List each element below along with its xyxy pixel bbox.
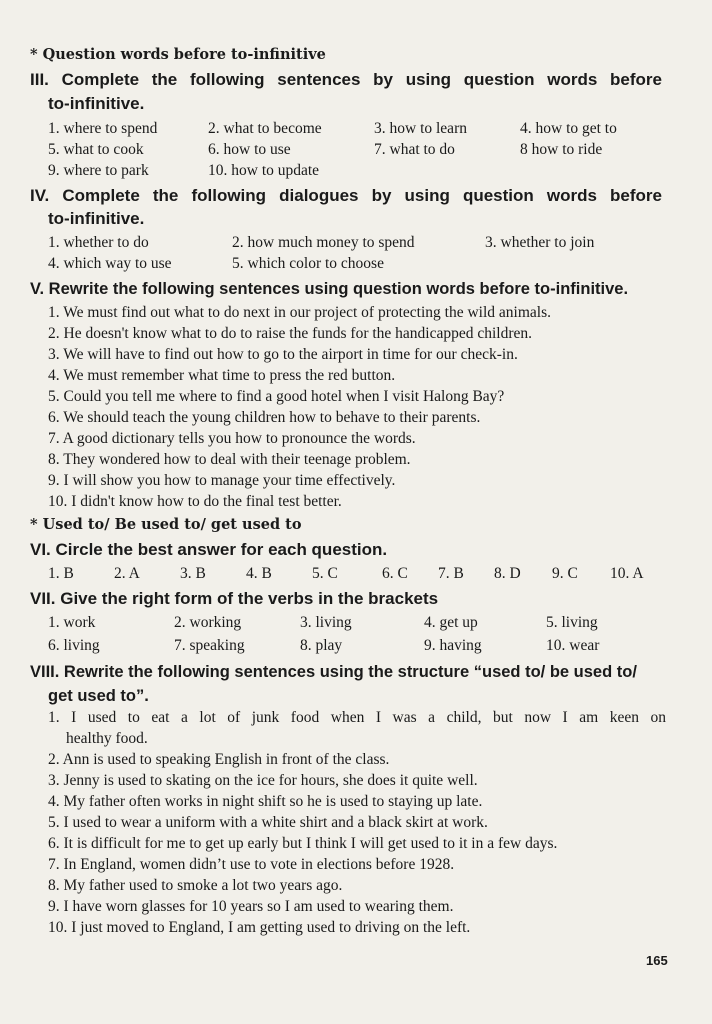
- answer: 2. A: [114, 565, 140, 582]
- answer: 3. B: [180, 565, 206, 582]
- exercise-3-title: III. Complete the following sentences by using question words before: [30, 70, 662, 89]
- section-heading-used-to: * Used to/ Be used to/ get used to: [30, 516, 302, 533]
- answer: 1. whether to do: [48, 234, 149, 251]
- answer: 7. B: [438, 565, 464, 582]
- answer: 10. how to update: [208, 162, 320, 179]
- answer: 4. We must remember what time to press the red button.: [48, 367, 396, 384]
- answer: 4. B: [246, 565, 272, 582]
- answer: 2. He doesn't know what to do to raise the funds for the handicapped children.: [48, 325, 533, 342]
- answer: 5. Could you tell me where to find a good hotel when I visit Halong Bay?: [48, 388, 505, 405]
- answer: 5. C: [312, 565, 338, 582]
- answer: 8. play: [300, 637, 343, 654]
- answer: 9. having: [424, 637, 482, 654]
- answer: 7. what to do: [374, 141, 455, 158]
- answer: 4. My father often works in night shift so he is used to staying up late.: [48, 793, 483, 810]
- answer: 8 how to ride: [520, 141, 603, 158]
- answer: 1. work: [48, 614, 96, 631]
- answer: 2. Ann is used to speaking English in front of the class.: [48, 751, 390, 768]
- answer: 10. A: [610, 565, 644, 582]
- answer: 3. Jenny is used to skating on the ice for hours, she does it quite well.: [48, 772, 478, 789]
- answer: 1. I used to eat a lot of junk food when I was a child, but now I am keen on: [48, 709, 666, 726]
- answer: 6. We should teach the young children how to behave to their parents.: [48, 409, 481, 426]
- answer: 8. They wondered how to deal with their teenage problem.: [48, 451, 411, 468]
- answer: 1. We must find out what to do next in our project of protecting the wild animals.: [48, 304, 551, 321]
- answer: 3. how to learn: [374, 120, 467, 137]
- answer: 5. I used to wear a uniform with a white shirt and a black skirt at work.: [48, 814, 488, 831]
- answer: 9. C: [552, 565, 578, 582]
- answer: 2. working: [174, 614, 242, 631]
- answer: 6. living: [48, 637, 100, 654]
- answer: 8. D: [494, 565, 521, 582]
- section-heading-question-words: * Question words before to-infinitive: [30, 46, 326, 63]
- answer: 7. A good dictionary tells you how to pronounce the words.: [48, 430, 416, 447]
- answer: 2. what to become: [208, 120, 322, 137]
- answer: 4. get up: [424, 614, 478, 631]
- answer: 7. speaking: [174, 637, 245, 654]
- exercise-5-title: V. Rewrite the following sentences using question words before to-infinitive.: [30, 280, 629, 298]
- answer: 6. It is difficult for me to get up early but I think I will get used to it in a few days.: [48, 835, 558, 852]
- answer: 9. I will show you how to manage your time effectively.: [48, 472, 396, 489]
- answer: 6. how to use: [208, 141, 291, 158]
- answer: 1. where to spend: [48, 120, 158, 137]
- answer: 2. how much money to spend: [232, 234, 415, 251]
- answer: 9. where to park: [48, 162, 149, 179]
- answer: 5. which color to choose: [232, 255, 384, 272]
- answer: 5. living: [546, 614, 598, 631]
- answer: 3. whether to join: [485, 234, 595, 251]
- page-number: 165: [646, 953, 668, 968]
- answer: 10. I didn't know how to do the final test better.: [48, 493, 342, 510]
- answer: 10. wear: [546, 637, 600, 654]
- exercise-4-title: IV. Complete the following dialogues by using question words before: [30, 186, 662, 205]
- answer: 4. which way to use: [48, 255, 172, 272]
- answer: 4. how to get to: [520, 120, 617, 137]
- exercise-8-title-cont: get used to”.: [48, 687, 149, 705]
- exercise-3-title-cont: to-infinitive.: [48, 94, 145, 113]
- exercise-8-title: VIII. Rewrite the following sentences using the structure “used to/ be used to/: [30, 663, 637, 681]
- answer: 5. what to cook: [48, 141, 144, 158]
- answer: 7. In England, women didn’t use to vote in elections before 1928.: [48, 856, 455, 873]
- exercise-4-title-cont: to-infinitive.: [48, 209, 145, 228]
- answer-cont: healthy food.: [66, 730, 148, 747]
- exercise-7-title: VII. Give the right form of the verbs in the brackets: [30, 589, 439, 608]
- answer: 3. We will have to find out how to go to the airport in time for our check-in.: [48, 346, 518, 363]
- answer: 8. My father used to smoke a lot two years ago.: [48, 877, 343, 894]
- exercise-6-title: VI. Circle the best answer for each question.: [30, 540, 388, 559]
- answer: 9. I have worn glasses for 10 years so I am used to wearing them.: [48, 898, 454, 915]
- answer: 6. C: [382, 565, 408, 582]
- answer: 1. B: [48, 565, 74, 582]
- answer: 3. living: [300, 614, 352, 631]
- answer: 10. I just moved to England, I am getting used to driving on the left.: [48, 919, 471, 936]
